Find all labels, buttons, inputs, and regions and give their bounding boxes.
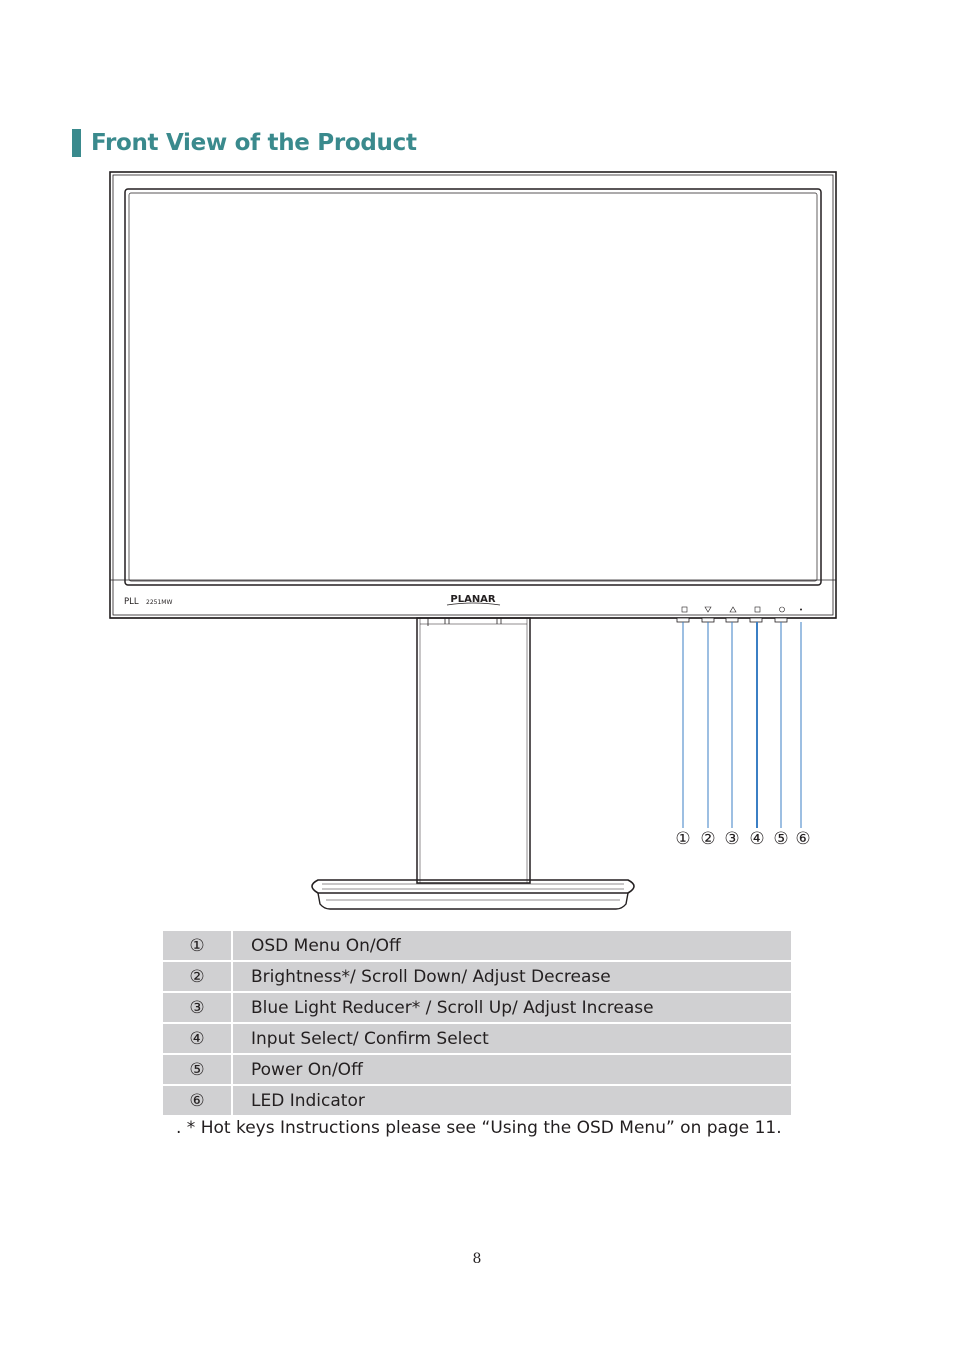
table-row <box>163 992 791 1023</box>
legend-number: ⑤ <box>163 1054 232 1085</box>
model-number: 2251MW <box>146 599 173 606</box>
callout-3: ③ <box>724 829 740 849</box>
table-row <box>163 1054 791 1085</box>
up-arrow-icon <box>730 607 736 612</box>
callout-6: ⑥ <box>795 829 811 849</box>
power-icon <box>780 607 785 612</box>
legend-number: ③ <box>163 992 232 1023</box>
callout-numbers <box>675 829 810 849</box>
bezel-button-icons <box>682 607 802 612</box>
monitor-stand <box>417 618 530 883</box>
button-legend-table <box>163 931 791 1117</box>
table-row <box>163 961 791 992</box>
monitor-base <box>312 880 634 909</box>
legend-number: ④ <box>163 1023 232 1054</box>
input-icon <box>755 607 760 612</box>
table-row <box>163 1023 791 1054</box>
brand-logo: PLANAR <box>450 594 496 605</box>
callout-4: ④ <box>749 829 765 849</box>
monitor-outer-bezel <box>110 172 836 618</box>
legend-number: ⑥ <box>163 1085 232 1116</box>
callout-1: ① <box>675 829 691 849</box>
legend-description: LED Indicator <box>232 1085 791 1116</box>
monitor-bezel-inner-line <box>113 175 833 615</box>
legend-description: OSD Menu On/Off <box>232 931 791 961</box>
legend-number: ① <box>163 931 232 961</box>
legend-description: Power On/Off <box>232 1054 791 1085</box>
menu-icon <box>682 607 687 612</box>
legend-description: Input Select/ Confirm Select <box>232 1023 791 1054</box>
footnote: . * Hot keys Instructions please see “Using the OSD Menu” on page 11. <box>176 1118 782 1138</box>
down-arrow-icon <box>705 607 711 612</box>
led-icon <box>800 609 802 611</box>
heading-title: Front View of the Product <box>91 130 417 156</box>
table-row <box>163 931 791 961</box>
model-label: PLL <box>124 597 139 607</box>
page-number: 8 <box>472 1251 482 1267</box>
callout-lines <box>683 622 801 828</box>
table-row <box>163 1085 791 1116</box>
callout-2: ② <box>700 829 716 849</box>
legend-number: ② <box>163 961 232 992</box>
callout-5: ⑤ <box>773 829 789 849</box>
legend-description: Brightness*/ Scroll Down/ Adjust Decrease <box>232 961 791 992</box>
monitor-screen-inner <box>129 193 817 581</box>
monitor-screen <box>125 189 821 585</box>
legend-description: Blue Light Reducer* / Scroll Up/ Adjust Increase <box>232 992 791 1023</box>
